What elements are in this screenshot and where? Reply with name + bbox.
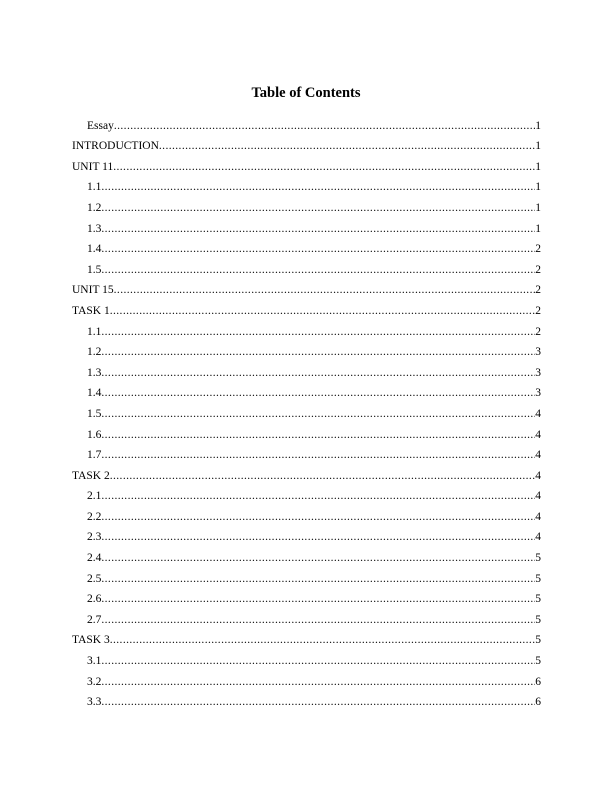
toc-entry[interactable] [72, 256, 541, 277]
toc-dot-leader [101, 325, 535, 339]
toc-entry-label: 1.5 [87, 407, 102, 420]
toc-entry-label: 2.2 [87, 510, 102, 523]
toc-entry-page-number: 3 [535, 366, 541, 379]
toc-dot-leader [101, 551, 535, 565]
toc-entry-page-number: 4 [535, 490, 541, 503]
toc-entry[interactable] [72, 194, 541, 215]
toc-dot-leader [101, 345, 535, 359]
toc-entry-page-number: 1 [535, 201, 541, 214]
toc-entry-label: UNIT 15 [72, 284, 114, 297]
toc-dot-leader [101, 366, 535, 380]
toc-entry-label: TASK 3 [72, 634, 110, 647]
toc-entry-page-number: 1 [535, 222, 541, 235]
toc-entry-label: 2.6 [87, 593, 102, 606]
toc-entry-label: 3.2 [87, 675, 102, 688]
toc-entry[interactable] [72, 421, 541, 442]
toc-entry-page-number: 2 [535, 325, 541, 338]
toc-entry[interactable] [72, 297, 541, 318]
toc-entry-label: 1.3 [87, 222, 102, 235]
toc-entry-page-number: 3 [535, 387, 541, 400]
toc-entry-label: 3.1 [87, 655, 102, 668]
toc-entry-page-number: 1 [535, 140, 541, 153]
toc-entry-label: 2.1 [87, 490, 102, 503]
toc-entry-page-number: 5 [535, 572, 541, 585]
toc-entry[interactable] [72, 318, 541, 339]
toc-entry-label: TASK 2 [72, 469, 110, 482]
toc-entry-label: Essay [87, 119, 114, 132]
toc-dot-leader [101, 654, 535, 668]
toc-dot-leader [113, 160, 535, 174]
toc-entry-page-number: 6 [535, 675, 541, 688]
toc-dot-leader [101, 613, 535, 627]
toc-entry-page-number: 1 [535, 160, 541, 173]
toc-entry-label: 1.7 [87, 449, 102, 462]
toc-entry-label: 1.6 [87, 428, 102, 441]
toc-entry-page-number: 1 [535, 181, 541, 194]
toc-entry-page-number: 4 [535, 510, 541, 523]
toc-entry-page-number: 5 [535, 634, 541, 647]
toc-dot-leader [101, 180, 535, 194]
toc-dot-leader [101, 695, 535, 709]
toc-title: Table of Contents [251, 85, 361, 101]
toc-dot-leader [101, 386, 535, 400]
toc-entry-page-number: 2 [535, 304, 541, 317]
toc-entry[interactable] [72, 544, 541, 565]
toc-entry[interactable] [72, 153, 541, 174]
toc-entry[interactable] [72, 627, 541, 648]
toc-entry-page-number: 2 [535, 284, 541, 297]
toc-dot-leader [101, 428, 535, 442]
toc-entry[interactable] [72, 503, 541, 524]
toc-dot-leader [159, 139, 535, 153]
toc-dot-leader [101, 263, 535, 277]
toc-dot-leader [114, 119, 535, 133]
toc-dot-leader [110, 469, 536, 483]
toc-entry[interactable] [72, 277, 541, 298]
toc-dot-leader [101, 448, 535, 462]
toc-entry-label: 2.5 [87, 572, 102, 585]
toc-entry[interactable] [72, 565, 541, 586]
toc-entry-page-number: 5 [535, 593, 541, 606]
toc-entry-label: 1.3 [87, 366, 102, 379]
toc-entry[interactable] [72, 400, 541, 421]
toc-entry[interactable] [72, 689, 541, 710]
toc-entry-page-number: 2 [535, 263, 541, 276]
toc-dot-leader [110, 304, 536, 318]
toc-entry[interactable] [72, 380, 541, 401]
toc-entry[interactable] [72, 483, 541, 504]
toc-entry[interactable] [72, 215, 541, 236]
toc-entry[interactable] [72, 359, 541, 380]
toc-entry-label: 2.7 [87, 613, 102, 626]
toc-dot-leader [101, 222, 535, 236]
toc-entry[interactable] [72, 339, 541, 360]
toc-entry-label: 2.3 [87, 531, 102, 544]
toc-entry-page-number: 3 [535, 346, 541, 359]
toc-entry[interactable] [72, 442, 541, 463]
toc-dot-leader [101, 407, 535, 421]
toc-entry[interactable] [72, 606, 541, 627]
toc-entry[interactable] [72, 668, 541, 689]
toc-entry-page-number: 5 [535, 613, 541, 626]
toc-entry-label: TASK 1 [72, 304, 110, 317]
toc-entry[interactable] [72, 133, 541, 154]
toc-entry[interactable] [72, 586, 541, 607]
toc-entry-label: 1.5 [87, 263, 102, 276]
toc-dot-leader [101, 242, 535, 256]
toc-entry-page-number: 5 [535, 552, 541, 565]
toc-entry-label: 1.2 [87, 346, 102, 359]
toc-dot-leader [101, 201, 535, 215]
toc-dot-leader [101, 510, 535, 524]
toc-entry[interactable] [72, 647, 541, 668]
toc-entry-page-number: 6 [535, 696, 541, 709]
toc-entry[interactable] [72, 112, 541, 133]
toc-entry-label: 1.1 [87, 325, 102, 338]
toc-entry-label: 1.2 [87, 201, 102, 214]
toc-entry-label: UNIT 11 [72, 160, 114, 173]
toc-dot-leader [114, 283, 536, 297]
toc-entry-page-number: 4 [535, 469, 541, 482]
toc-entry-label: INTRODUCTION [72, 140, 159, 153]
toc-entry-page-number: 4 [535, 428, 541, 441]
toc-entry-page-number: 1 [535, 119, 541, 132]
toc-dot-leader [101, 489, 535, 503]
toc-entry[interactable] [72, 174, 541, 195]
toc-dot-leader [110, 633, 536, 647]
toc-entry-page-number: 2 [535, 243, 541, 256]
toc-entry-label: 1.4 [87, 243, 102, 256]
toc-entry-label: 1.4 [87, 387, 102, 400]
toc-dot-leader [101, 572, 535, 586]
toc-list [72, 112, 541, 709]
toc-entry-page-number: 4 [535, 531, 541, 544]
toc-entry[interactable] [72, 236, 541, 257]
toc-entry-page-number: 4 [535, 407, 541, 420]
toc-entry-label: 1.1 [87, 181, 102, 194]
toc-entry-page-number: 5 [535, 655, 541, 668]
toc-dot-leader [101, 530, 535, 544]
toc-entry[interactable] [72, 524, 541, 545]
toc-entry-page-number: 4 [535, 449, 541, 462]
toc-entry[interactable] [72, 462, 541, 483]
toc-entry-label: 3.3 [87, 696, 102, 709]
toc-dot-leader [101, 592, 535, 606]
toc-entry-label: 2.4 [87, 552, 102, 565]
toc-dot-leader [101, 675, 535, 689]
